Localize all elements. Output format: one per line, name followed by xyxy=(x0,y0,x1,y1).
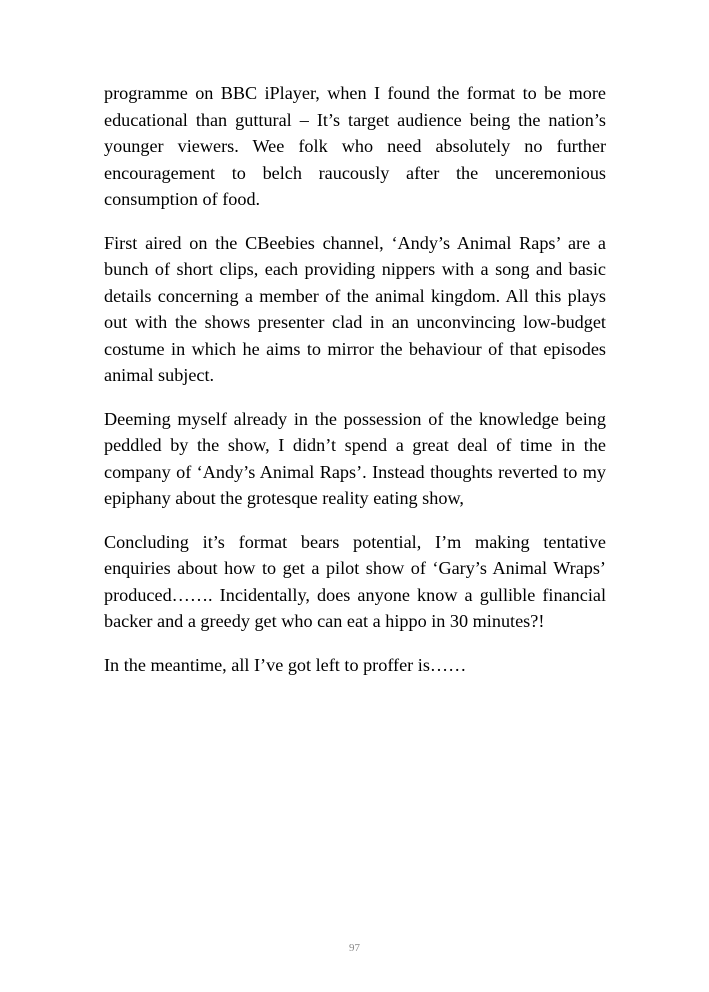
document-body xyxy=(104,80,606,695)
paragraph-1: programme on BBC iPlayer, when I found the format to be more educational than guttural – It’s target audience being the nation’s younger viewers. Wee folk who need absolutely no further encouragement to belch raucously after the unceremonious consumption of food. xyxy=(104,83,606,209)
paragraph-4: Concluding it’s format bears potential, I’m making tentative enquiries about how to get a pilot show of ‘Gary’s Animal Wraps’ produced……. Incidentally, does anyone know a gullible financial backer and a greedy get who can eat a hippo in 30 minutes?! xyxy=(104,531,606,631)
paragraph-5: In the meantime, all I’ve got left to proffer is…… xyxy=(104,654,467,675)
paragraph-3: Deeming myself already in the possession of the knowledge being peddled by the show, I didn’t spend a great deal of time in the company of ‘Andy’s Animal Raps’. Instead thoughts reverted to my epiphany about the grotesque reality eating show, xyxy=(104,408,606,508)
paragraph-2: First aired on the CBeebies channel, ‘Andy’s Animal Raps’ are a bunch of short clips, each providing nippers with a song and basic details concerning a member of the animal kingdom. All this plays out with the shows presenter clad in an unconvincing low-budget costume in which he aims to mirror the behaviour of that episodes animal subject. xyxy=(104,232,606,385)
page-number: 97 xyxy=(349,942,360,954)
